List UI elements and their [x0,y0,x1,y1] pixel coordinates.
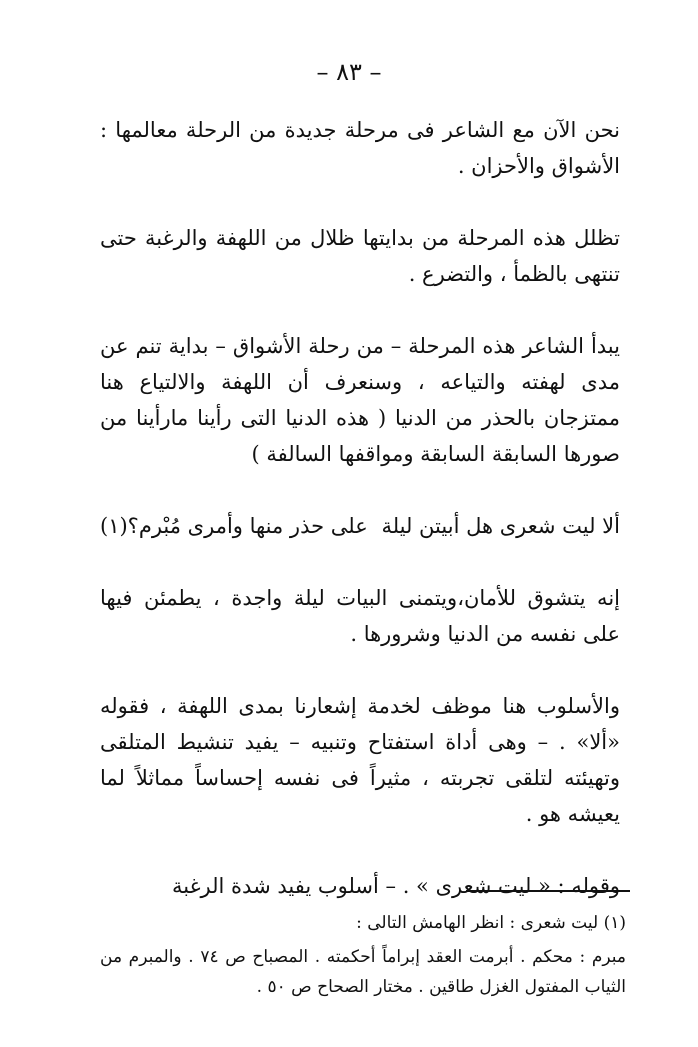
paragraph-shadows: تظلل هذه المرحلة من بدايتها ظلال من اللهفة والرغبة حتى تنتهى بالظمأ ، والتضرع . [100,226,621,286]
body-text [100,112,620,940]
footnote-1: (١) ليت شعرى : انظر الهامش التالى : [356,913,626,933]
page-number: – ٨٣ – [316,58,382,86]
paragraph-beginning: يبدأ الشاعر هذه المرحلة – من رحلة الأشواق – بداية تنم عن مدى لهفته والتياعه ، وسنعرف أن اللهفة والالتياع هنا ممتزجان بالحذر من الدنيا ( هذه الدنيا التى رأينا مارأينا من صورها السابقة السابقة ومواقفها السالفة ) [100,334,620,466]
paragraph-style: والأسلوب هنا موظف لخدمة إشعارنا بمدى اللهفة ، فقوله «ألا» . – وهى أداة استفتاح وتنبيه – يفيد تنشيط المتلقى وتهيئته لتلقى تجربته ، مثيراً فى نفسه إحساساً مماثلاً لما يعيشه هو . [100,694,620,826]
verse-second-hemistich: على حذر منها وأمرى مُبْرم؟(١) [100,514,368,538]
footnote-2: مبرم : محكم . أبرمت العقد إبراماً أحكمته . المصباح ص ٧٤ . والمبرم من الثياب المفتول الغزل طاقين . مختار الصحاح ص ٥٠ . [100,947,627,997]
paragraph-longing: إنه يتشوق للأمان،ويتمنى البيات ليلة واجدة ، يطمئن فيها على نفسه من الدنيا وشرورها . [100,586,620,646]
poem-verse [100,508,620,544]
paragraph-intro: نحن الآن مع الشاعر فى مرحلة جديدة من الرحلة معالمها : الأشواق والأحزان . [100,118,620,178]
verse-first-hemistich: ألا ليت شعرى هل أبيتن ليلة [381,514,620,538]
footnote-divider [466,890,630,892]
footnotes [100,908,626,1006]
paragraph-wish: وقوله : « ليت شعرى » . – أسلوب يفيد شدة الرغبة [171,874,620,898]
